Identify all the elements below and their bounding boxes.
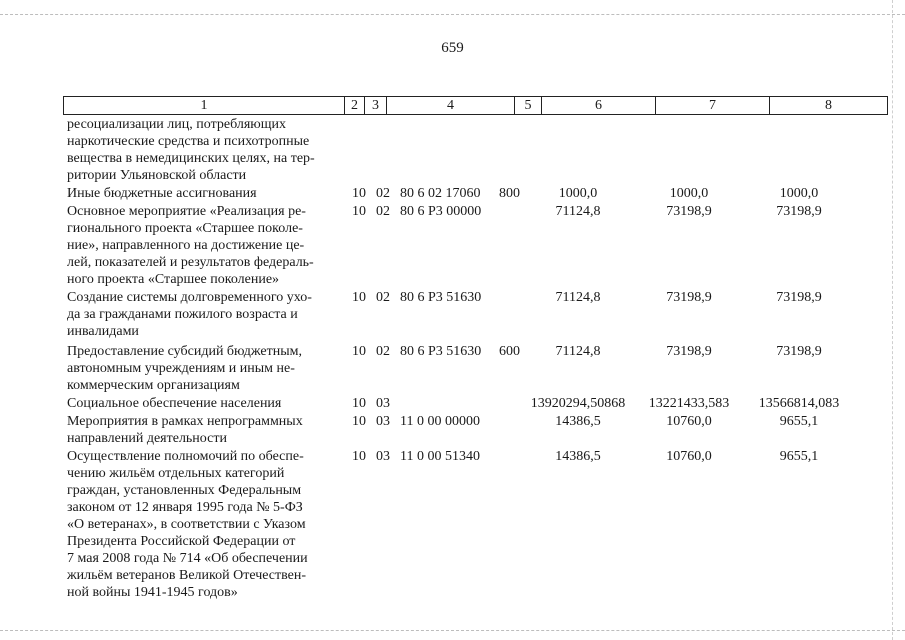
amount-col-6: 71124,8 [555,204,601,219]
section-code: 10 [352,204,366,219]
amount-col-8: 1000,0 [779,186,819,201]
page-number: 659 [441,40,464,56]
section-code: 10 [352,396,366,411]
subsection-code: 02 [376,344,390,359]
section-code: 10 [352,449,366,464]
section-code: 10 [352,414,366,429]
section-code: 10 [352,186,366,201]
amount-col-7: 13221433,583 [648,396,730,411]
column-header: 1 [64,97,345,115]
column-header: 6 [542,97,656,115]
amount-col-6: 14386,5 [555,449,601,464]
section-code: 10 [352,290,366,305]
subsection-code: 02 [376,186,390,201]
column-header: 3 [365,97,387,115]
target-article-code: 11 0 00 51340 [400,449,480,464]
subsection-code: 03 [376,449,390,464]
scan-artifact-bottom [0,630,905,631]
column-header: 2 [345,97,365,115]
amount-col-6: 71124,8 [555,290,601,305]
target-article-code: 11 0 00 00000 [400,414,480,429]
row-description: ресоциализации лиц, потребляющих наркотические средства и психотропные вещества в немедицинских целях, на тер- ритории Ульяновской области [67,117,315,183]
column-header: 5 [515,97,542,115]
column-header-row [64,97,888,115]
target-article-code: 80 6 P3 51630 [400,290,482,305]
row-description: Предоставление субсидий бюджетным, автономным учреждениям и иным не- коммерческим организациям [67,344,303,393]
scan-artifact-top [0,14,905,15]
column-header-table [63,96,888,115]
amount-col-7: 73198,9 [666,344,712,359]
column-header: 8 [770,97,888,115]
row-description: Мероприятия в рамках непрограммных направлений деятельности [67,414,303,446]
target-article-code: 80 6 P3 51630 [400,344,482,359]
amount-col-8: 73198,9 [776,290,822,305]
column-header: 4 [387,97,515,115]
amount-col-6: 14386,5 [555,414,601,429]
amount-col-6: 1000,0 [558,186,598,201]
subsection-code: 02 [376,290,390,305]
amount-col-8: 9655,1 [779,449,819,464]
amount-col-8: 73198,9 [776,204,822,219]
amount-col-7: 73198,9 [666,290,712,305]
amount-col-6: 71124,8 [555,344,601,359]
row-description: Осуществление полномочий по обеспе- чению жильём отдельных категорий граждан, установленных Федеральным законом от 12 января 1995 года № 5-ФЗ «О ветеранах», в соответствии с Указом Президента Российской Федерации от 7 мая 2008 года № 714 «Об обеспечении жильём ветеранов Великой Отечествен- ной войны 1941-1945 годов» [67,449,308,600]
column-header: 7 [656,97,770,115]
expense-type-code: 600 [499,344,520,359]
row-description: Основное мероприятие «Реализация ре- гионального проекта «Старшее поколе- ние», направленного на достижение це- лей, показателей и результатов федераль- ного проекта «Старшее поколение» [67,204,314,287]
amount-col-8: 9655,1 [779,414,819,429]
row-description: Создание системы долговременного ухо- да за гражданами пожилого возраста и инвалидами [67,290,312,339]
amount-col-7: 73198,9 [666,204,712,219]
subsection-code: 02 [376,204,390,219]
amount-col-7: 10760,0 [666,449,712,464]
row-description: Социальное обеспечение населения [67,396,282,411]
expense-type-code: 800 [499,186,520,201]
section-code: 10 [352,344,366,359]
subsection-code: 03 [376,414,390,429]
amount-col-8: 13566814,083 [758,396,840,411]
target-article-code: 80 6 P3 00000 [400,204,482,219]
amount-col-7: 10760,0 [666,414,712,429]
subsection-code: 03 [376,396,390,411]
scan-artifact-right [892,0,893,640]
target-article-code: 80 6 02 17060 [400,186,481,201]
amount-col-8: 73198,9 [776,344,822,359]
amount-col-6: 13920294,50868 [530,396,626,411]
row-description: Иные бюджетные ассигнования [67,186,257,201]
amount-col-7: 1000,0 [669,186,709,201]
